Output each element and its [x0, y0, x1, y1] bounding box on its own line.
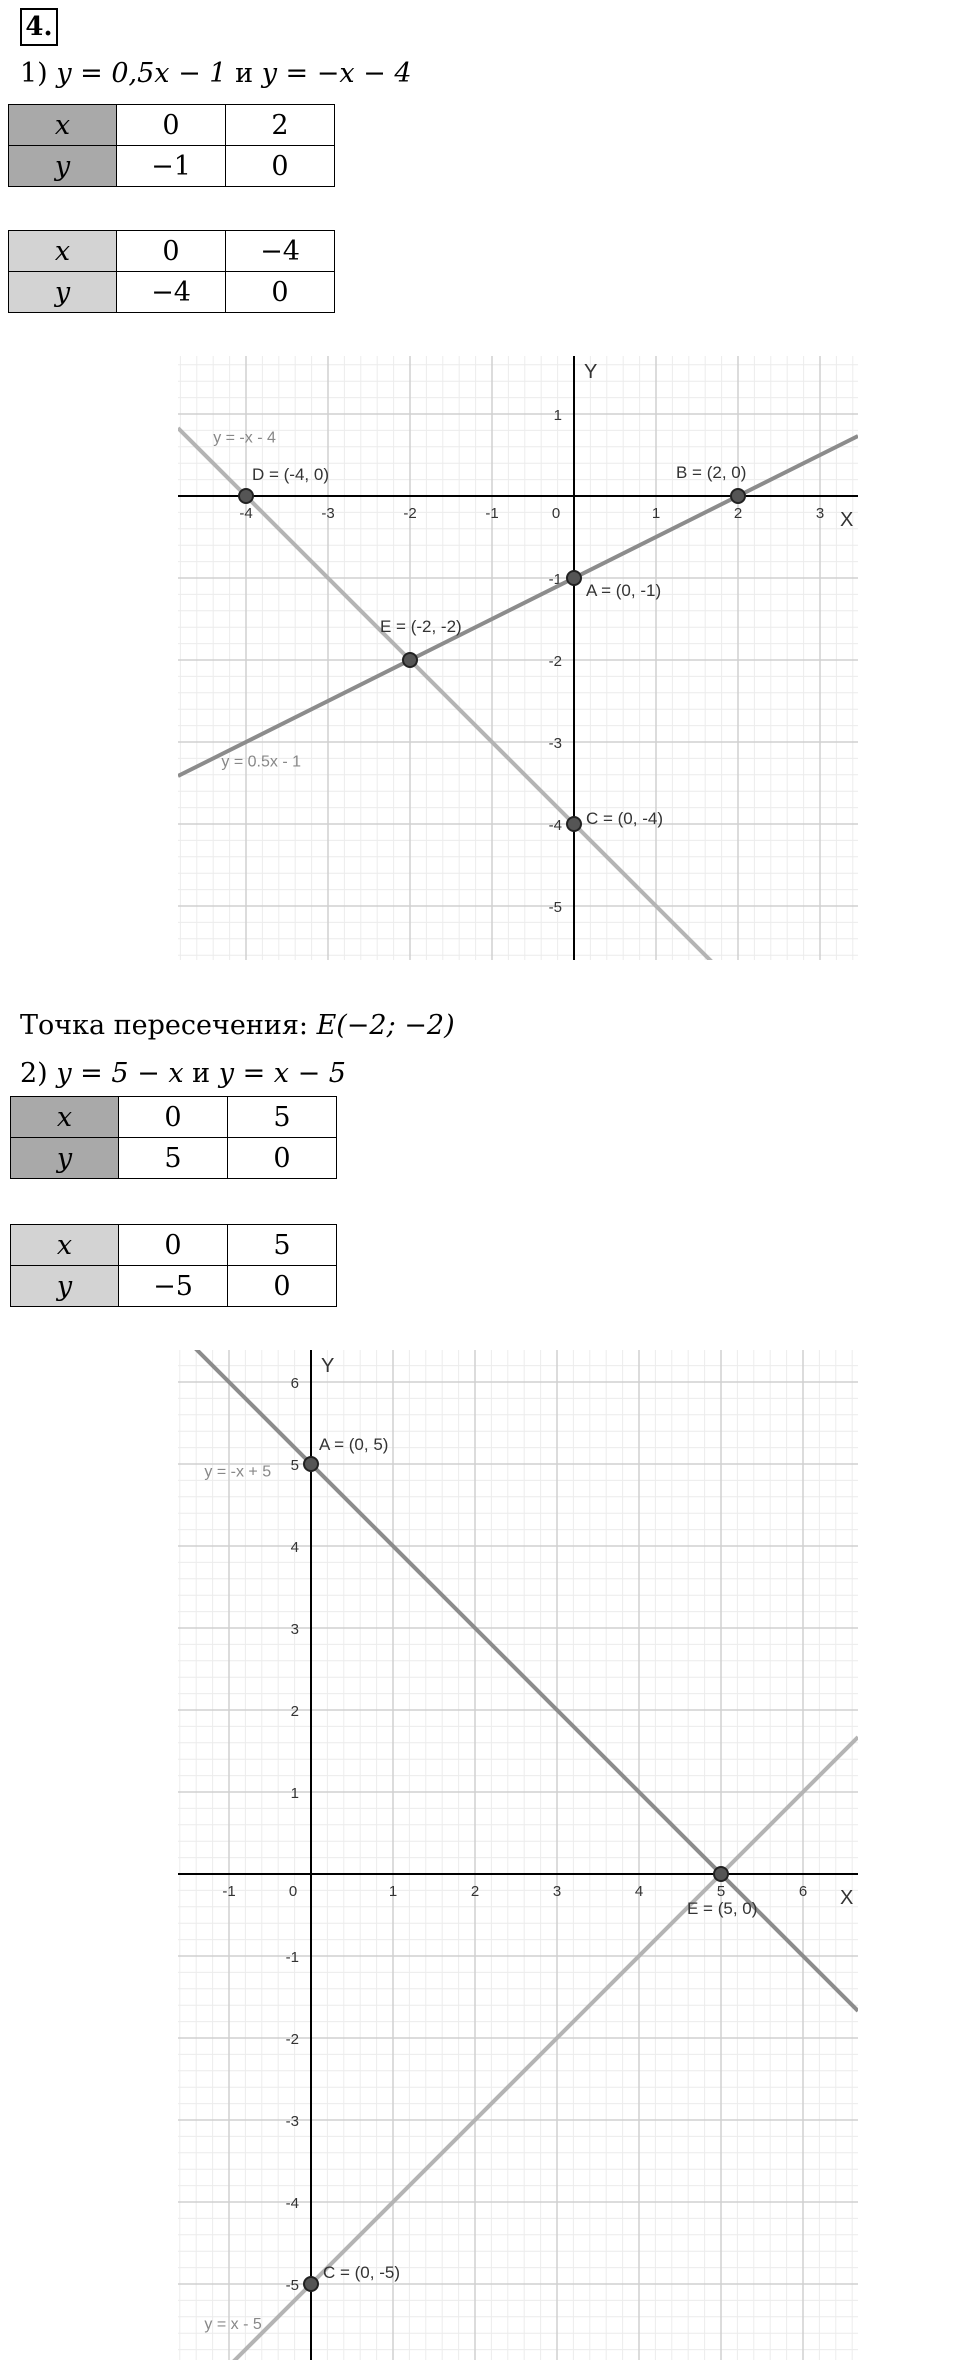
part1-eq2: y = −x − 4	[261, 58, 412, 89]
y-tick-label: 4	[290, 1539, 299, 1556]
x-tick-label: 4	[634, 1883, 644, 1900]
graph-part1	[178, 356, 858, 960]
y-axis-label: Y	[321, 1355, 335, 1377]
series-label: y = -x + 5	[204, 1463, 272, 1481]
table-header-x: x	[11, 1225, 119, 1266]
table-cell: 0	[117, 105, 226, 146]
part1-eq1: y = 0,5x − 1	[56, 58, 227, 89]
table-header-y: y	[11, 1266, 119, 1307]
task-number: 4.	[20, 8, 58, 46]
y-tick-label: 6	[290, 1375, 299, 1392]
x-tick-label: 3	[815, 505, 825, 522]
point-marker	[304, 1457, 318, 1471]
point-label: E = (-2, -2)	[380, 617, 462, 636]
table-header-y: y	[11, 1138, 119, 1179]
part1-label: 1)	[20, 58, 48, 89]
x-tick-label: 0	[288, 1883, 298, 1900]
table-header-y: y	[9, 146, 117, 187]
y-tick-label: -5	[548, 899, 562, 916]
point-marker	[304, 2277, 318, 2291]
series-label: y = -x - 4	[213, 429, 276, 447]
y-tick-label: -4	[285, 2195, 299, 2212]
x-tick-label: -1	[222, 1883, 236, 1900]
point-label: C = (0, -5)	[323, 2263, 400, 2282]
x-tick-label: 5	[716, 1883, 726, 1900]
x-tick-label: -3	[321, 505, 335, 522]
part1-value-table-1	[8, 104, 335, 187]
part2-value-table-2	[10, 1224, 337, 1307]
series-line	[178, 1737, 858, 2360]
point-label: A = (0, 5)	[319, 1435, 389, 1454]
table-cell: 5	[228, 1097, 337, 1138]
y-tick-label: -4	[548, 817, 562, 834]
x-tick-label: 2	[733, 505, 743, 522]
point-marker	[567, 571, 581, 585]
point-marker	[567, 817, 581, 831]
table-cell: 0	[119, 1097, 228, 1138]
y-tick-label: 3	[290, 1621, 299, 1638]
y-tick-label: -2	[548, 653, 562, 670]
point-marker	[731, 489, 745, 503]
series-line	[178, 436, 858, 776]
y-tick-label: -1	[548, 571, 562, 588]
y-tick-label: -1	[285, 1949, 299, 1966]
series-line	[178, 428, 858, 960]
point-marker	[403, 653, 417, 667]
x-axis-label: X	[840, 509, 854, 531]
point-label: E = (5, 0)	[687, 1899, 758, 1918]
part2-value-table-1	[10, 1096, 337, 1179]
table-cell: 0	[228, 1266, 337, 1307]
table-cell: 5	[119, 1138, 228, 1179]
series-label: y = 0.5x - 1	[221, 753, 301, 771]
part1-connector: и	[235, 58, 254, 89]
point-marker	[714, 1867, 728, 1881]
table-cell: 2	[226, 105, 335, 146]
table-header-x: x	[11, 1097, 119, 1138]
point-marker	[239, 489, 253, 503]
y-tick-label: 1	[553, 407, 562, 424]
y-tick-label: -3	[548, 735, 562, 752]
part2-label: 2)	[20, 1058, 48, 1089]
table-cell: −1	[117, 146, 226, 187]
y-tick-label: -3	[285, 2113, 299, 2130]
x-tick-label: 1	[651, 505, 661, 522]
x-tick-label: 6	[798, 1883, 808, 1900]
table-cell: 5	[228, 1225, 337, 1266]
part1-value-table-2	[8, 230, 335, 313]
point-label: A = (0, -1)	[586, 581, 662, 600]
y-tick-label: 1	[290, 1785, 299, 1802]
intersection-answer	[20, 1010, 455, 1041]
point-label: D = (-4, 0)	[252, 465, 329, 484]
table-header-y: y	[9, 272, 117, 313]
x-axis-label: X	[840, 1887, 854, 1909]
x-tick-label: 1	[388, 1883, 398, 1900]
x-tick-label: -4	[239, 505, 253, 522]
part2-connector: и	[192, 1058, 211, 1089]
table-cell: 0	[119, 1225, 228, 1266]
table-cell: −5	[119, 1266, 228, 1307]
table-header-x: x	[9, 231, 117, 272]
answer-label: Точка пересечения:	[20, 1010, 308, 1041]
y-tick-label: -2	[285, 2031, 299, 2048]
y-axis-label: Y	[584, 361, 598, 383]
x-tick-label: 2	[470, 1883, 480, 1900]
y-tick-label: 5	[290, 1457, 299, 1474]
table-cell: 0	[228, 1138, 337, 1179]
x-tick-label: -1	[485, 505, 499, 522]
x-tick-label: -2	[403, 505, 417, 522]
point-label: B = (2, 0)	[676, 463, 747, 482]
part2-eq2: y = x − 5	[218, 1058, 346, 1089]
table-cell: −4	[117, 272, 226, 313]
y-tick-label: -5	[285, 2277, 299, 2294]
part2-heading	[20, 1058, 346, 1089]
x-tick-label: 0	[551, 505, 561, 522]
point-label: C = (0, -4)	[586, 809, 663, 828]
table-cell: 0	[117, 231, 226, 272]
table-cell: −4	[226, 231, 335, 272]
part1-heading	[20, 58, 412, 89]
x-tick-label: 3	[552, 1883, 562, 1900]
table-cell: 0	[226, 272, 335, 313]
answer-value: E(−2; −2)	[316, 1010, 455, 1041]
series-label: y = x - 5	[204, 2316, 262, 2334]
table-cell: 0	[226, 146, 335, 187]
y-tick-label: 2	[290, 1703, 299, 1720]
table-header-x: x	[9, 105, 117, 146]
part2-eq1: y = 5 − x	[56, 1058, 184, 1089]
graph-part2	[178, 1350, 858, 2360]
